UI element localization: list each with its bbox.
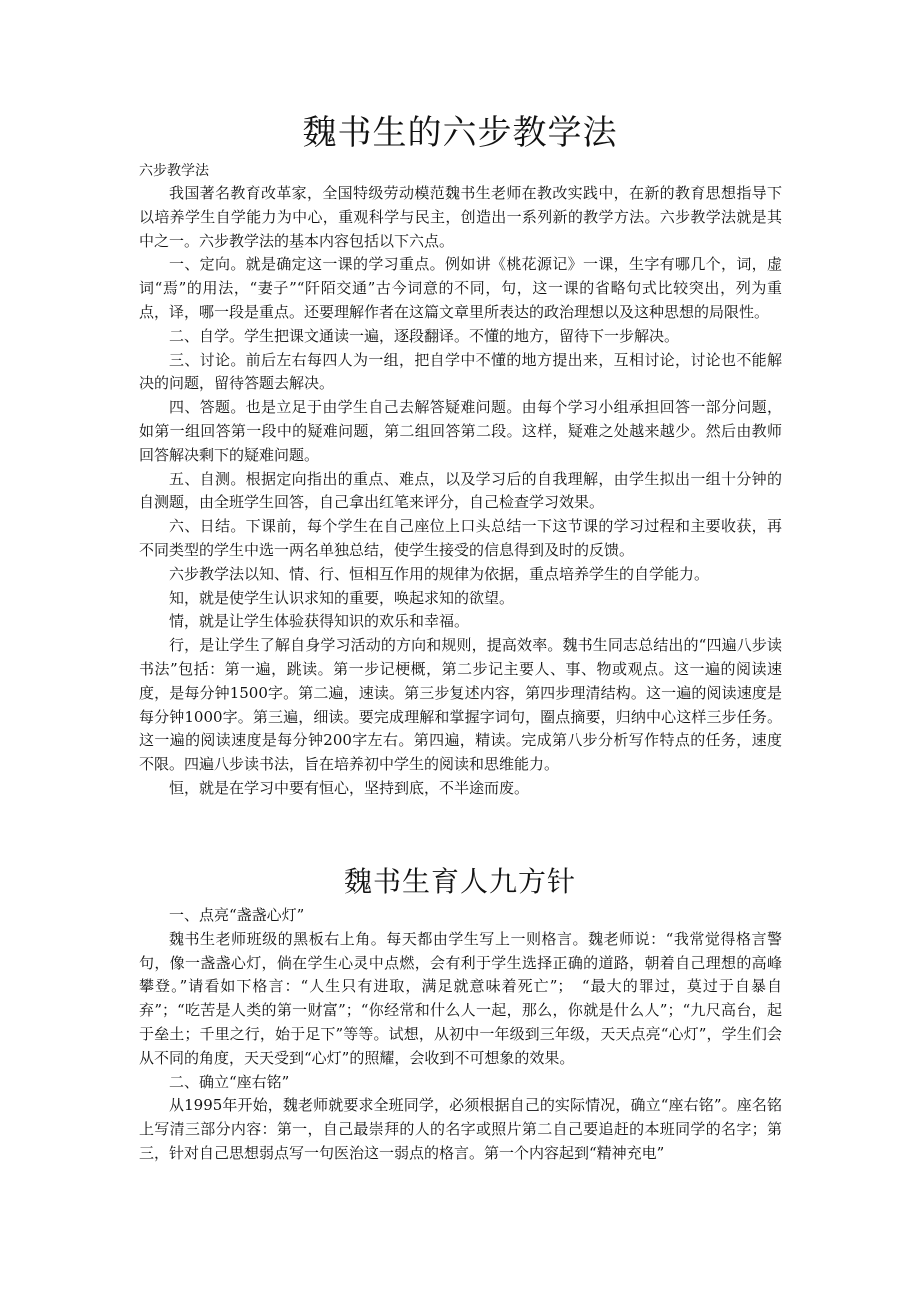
paragraph: 二、自学。学生把课文通读一遍，逐段翻译。不懂的地方，留待下一步解决。 [169,326,680,345]
section-six-step [139,160,782,801]
subheading: 二、确立“座右铭” [169,1072,290,1091]
section-title-nine-principles: 魏书生育人九方针 [343,865,576,898]
subheading: 一、点亮“盏盏心灯” [169,906,305,924]
paragraph: 我国著名教育改革家，全国特级劳动模范魏书生老师在教改实践中，在新的教育思想指导下以培养学生自学能力为中心，重观科学与民主，创造出一系列新的教学方法。六步教学法就是其中之一。六步教学法的基本内容包括以下六点。 [139,184,782,250]
paragraph: 知，就是使学生认识求知的重要，唤起求知的欲望。 [169,588,515,607]
paragraph: 恒，就是在学习中要有恒心，坚持到底，不半途而废。 [169,778,530,797]
document-title: 魏书生的六步教学法 [302,113,618,153]
paragraph: 从1995年开始，魏老师就要求全班同学，必须根据自己的实际情况，确立“座右铭”。座名铭上写清三部分内容：第一，自己最崇拜的人的名字或照片第二自己要追赶的本班同学的名字；第三，针对自己思想弱点写一句医治这一弱点的格言。第一个内容起到“精神充电” [139,1096,782,1162]
paragraph: 六步教学法以知、情、行、恒相互作用的规律为依据，重点培养学生的自学能力。 [169,564,710,583]
section-nine-principles [139,904,782,1166]
paragraph: 魏书生老师班级的黑板右上角。每天都由学生写上一则格言。魏老师说：“我常觉得格言警句，像一盏盏心灯，倘在学生心灵中点燃，会有利于学生选择正确的道路，朝着自己理想的高峰攀登。”请看如下格言：“人生只有进取，满足就意味着死亡”； “最大的罪过，莫过于自暴自弃”；“吃苦是人类的第一财富”；“你经常和什么人一起，那么，你就是什么人”；“九尺高台，起于垒土；千里之行，始于足下”等等。试想，从初中一年级到三年级，天天点亮“心灯”，学生们会从不同的角度，天天受到“心灯”的照耀，会收到不可想象的效果。 [139,929,782,1067]
paragraph: 一、定向。就是确定这一课的学习重点。例如讲《桃花源记》一课，生字有哪几个，词，虚词“焉”的用法，“妻子”“阡陌交通”古今词意的不同，句，这一课的省略句式比较突出，列为重点，译，哪一段是重点。还要理解作者在这篇文章里所表达的政治理想以及这种思想的局限性。 [139,255,782,321]
paragraph: 行，是让学生了解自身学习活动的方向和规则，提高效率。魏书生同志总结出的“四遍八步读书法”包括：第一遍，跳读。第一步记梗概，第二步记主要人、事、物或观点。这一遍的阅读速度，是每分钟1500字。第二遍，速读。第三步复述内容，第四步理清结构。这一遍的阅读速度是每分钟1000字。第三遍，细读。要完成理解和掌握字词句，圈点摘要，归纳中心这样三步任务。这一遍的阅读速度是每分钟200字左右。第四遍，精读。完成第八步分析写作特点的任务，速度不限。四遍八步读书法，旨在培养初中学生的阅读和思维能力。 [139,636,782,774]
paragraph: 五、自测。根据定向指出的重点、难点，以及学习后的自我理解，由学生拟出一组十分钟的自测题，由全班学生回答，自己拿出红笔来评分，自己检查学习效果。 [139,469,782,512]
paragraph: 四、答题。也是立足于由学生自己去解答疑难问题。由每个学习小组承担回答一部分问题，如第一组回答第一段中的疑难问题，第二组回答第二段。这样，疑难之处越来越少。然后由教师回答解决剩下的疑难问题。 [139,398,782,464]
paragraph: 情，就是让学生体验获得知识的欢乐和幸福。 [169,612,470,631]
paragraph: 三、讨论。前后左右每四人为一组，把自学中不懂的地方提出来，互相讨论，讨论也不能解决的问题，留待答题去解决。 [139,350,782,393]
paragraph: 六、日结。下课前，每个学生在自己座位上口头总结一下这节课的学习过程和主要收获，再不同类型的学生中选一两名单独总结，使学生接受的信息得到及时的反馈。 [139,517,782,559]
section-label: 六步教学法 [139,163,209,179]
